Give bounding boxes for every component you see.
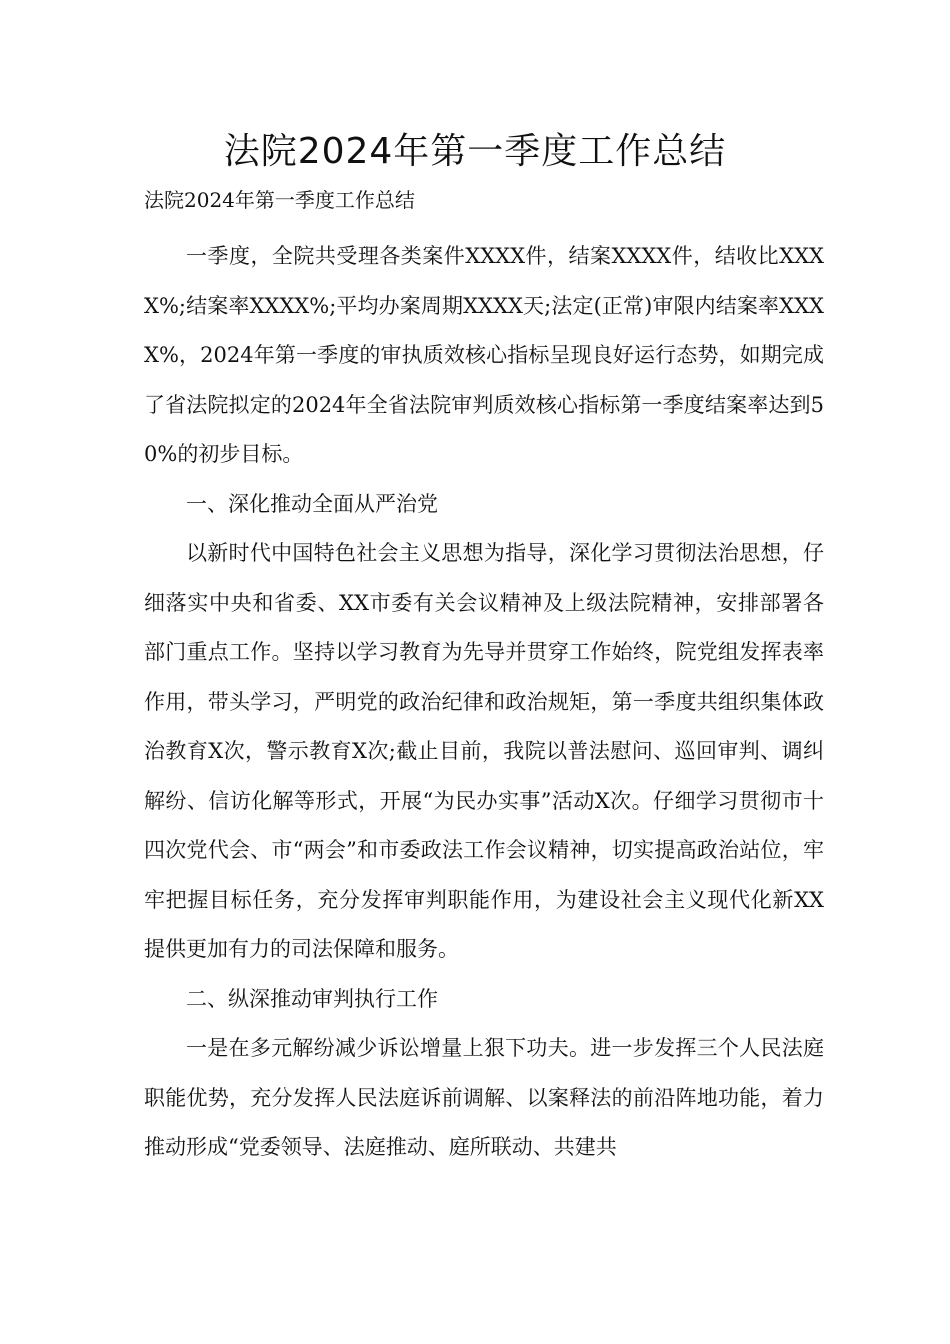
section-1-paragraph: 以新时代中国特色社会主义思想为指导，深化学习贯彻法治思想，仔细落实中央和省委、XX市委有关会议精神及上级法院精神，安排部署各部门重点工作。坚持以学习教育为先导并贯穿工作始终，院党组发挥表率作用，带头学习，严明党的政治纪律和政治规矩，第一季度共组织集体政治教育X次，警示教育X次;截止目前，我院以普法慰问、巡回审判、调纠解纷、信访化解等形式，开展“为民办实事”活动X次。仔细学习贯彻市十四次党代会、市“两会”和市委政法工作会议精神，切实提高政治站位，牢牢把握目标任务，充分发挥审判职能作用，为建设社会主义现代化新XX提供更加有力的司法保障和服务。 [144,541,824,961]
section-heading-2: 二、纵深推动审判执行工作 [186,986,438,1011]
document-body [144,232,824,1173]
section-2-paragraph: 一是在多元解纷减少诉讼增量上狠下功夫。进一步发挥三个人民法庭职能优势，充分发挥人民法庭诉前调解、以案释法的前沿阵地功能，着力推动形成“党委领导、法庭推动、庭所联动、共建共 [144,1036,824,1159]
document-subtitle: 法院2024年第一季度工作总结 [144,188,415,212]
intro-paragraph: 一季度，全院共受理各类案件XXXX件，结案XXXX件，结收比XXXX%;结案率XXXX%;平均办案周期XXXX天;法定(正常)审限内结案率XXXX%，2024年第一季度的审执质效核心指标呈现良好运行态势，如期完成了省法院拟定的2024年全省法院审判质效核心指标第一季度结案率达到50%的初步目标。 [144,244,824,466]
document-title: 法院2024年第一季度工作总结 [223,131,727,172]
section-heading-1: 一、深化推动全面从严治党 [186,491,438,516]
